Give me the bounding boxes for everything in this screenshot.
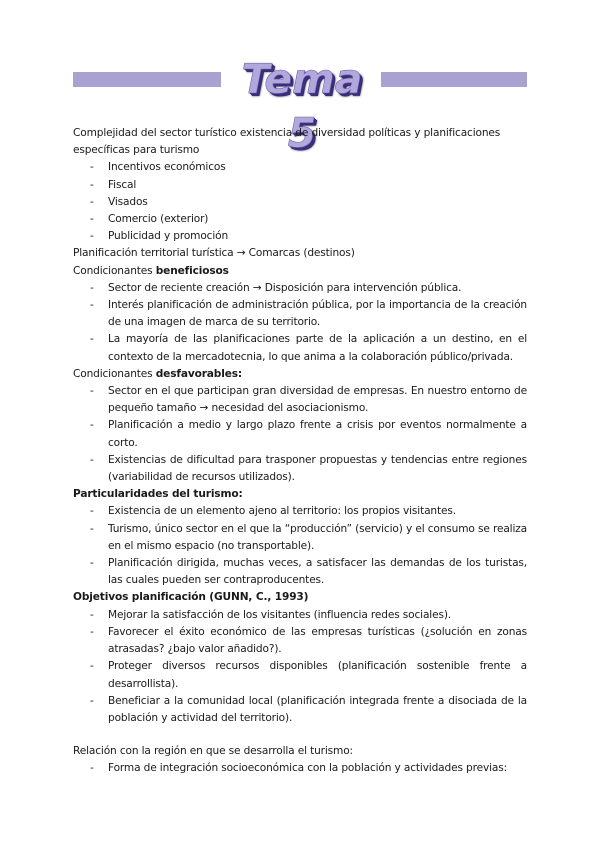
list-item: - Sector en el que participan gran diversidad de empresas. En nuestro entorno de pequeño tamaño → necesidad del asociacionismo. [73, 383, 527, 417]
list-item: - Proteger diversos recursos disponibles (planificación sostenible frente a desarrollista). [73, 658, 527, 692]
particularidades-heading-text: Particularidades del turismo: [73, 488, 243, 501]
list-item: - Planificación dirigida, muchas veces, a satisfacer las demandas de los turistas, las cuales pueden ser contraproducentes. [73, 555, 527, 589]
list-item: - Sector de reciente creación → Disposición para intervención pública. [73, 280, 527, 297]
page-title: Tema 5 [241, 55, 363, 157]
list-item: - Turismo, único sector en el que la “producción” (servicio) y el consumo se realiza en el mismo espacio (no transportable). [73, 521, 527, 555]
particularidades-heading [73, 486, 527, 503]
list-item: - Planificación a medio y largo plazo frente a crisis por eventos normalmente a corto. [73, 417, 527, 451]
desfavorables-list [73, 383, 527, 486]
objetivos-heading [73, 589, 527, 606]
list-item: - Beneficiar a la comunidad local (planificación integrada frente a disociada de la población y actividad del territorio). [73, 693, 527, 727]
spacer [73, 727, 527, 743]
beneficiosos-list [73, 280, 527, 366]
intro-list [73, 159, 527, 245]
list-item: - Interés planificación de administración pública, por la importancia de la creación de una imagen de marca de su territorio. [73, 297, 527, 331]
list-item: - Favorecer el éxito económico de las empresas turísticas (¿solución en zonas atrasadas? ¿bajo valor añadido?). [73, 624, 527, 658]
objetivos-heading-text: Objetivos planificación (GUNN, C., 1993) [73, 591, 309, 604]
list-item: - La mayoría de las planificaciones parte de la aplicación a un destino, en el contexto de la mercadotecnia, lo que anima a la colaboración público/privada. [73, 331, 527, 365]
relacion-heading: Relación con la región en que se desarrolla el turismo: [73, 745, 353, 758]
list-item: - Visados [73, 194, 527, 211]
document-body [73, 125, 527, 778]
list-item: - Incentivos económicos [73, 159, 527, 176]
desfavorables-prefix: Condicionantes [73, 367, 156, 380]
list-item: - Existencia de un elemento ajeno al territorio: los propios visitantes. [73, 503, 527, 520]
list-item: - Fiscal [73, 177, 527, 194]
planificacion-line: Planificación territorial turística → Comarcas (destinos) [73, 247, 355, 260]
particularidades-list [73, 503, 527, 589]
title-bar-right [381, 72, 527, 87]
desfavorables-heading [73, 366, 527, 383]
beneficiosos-prefix: Condicionantes [73, 264, 156, 277]
beneficiosos-bold: beneficiosos [155, 264, 229, 277]
beneficiosos-heading [73, 263, 527, 280]
list-item: - Publicidad y promoción [73, 228, 527, 245]
list-item: - Comercio (exterior) [73, 211, 527, 228]
list-item: - Mejorar la satisfacción de los visitantes (influencia redes sociales). [73, 607, 527, 624]
objetivos-list [73, 607, 527, 727]
desfavorables-bold: desfavorables: [155, 367, 242, 380]
list-item: - Existencias de dificultad para trasponer propuestas y tendencias entre regiones (variabilidad de recursos utilizados). [73, 452, 527, 486]
list-item: - Forma de integración socioeconómica con la población y actividades previas: [73, 760, 527, 777]
relacion-list [73, 760, 527, 777]
title-bar-left [73, 72, 221, 87]
intro-paragraph: Complejidad del sector turístico existencia de diversidad políticas y planificaciones específicas para turismo [73, 127, 501, 157]
